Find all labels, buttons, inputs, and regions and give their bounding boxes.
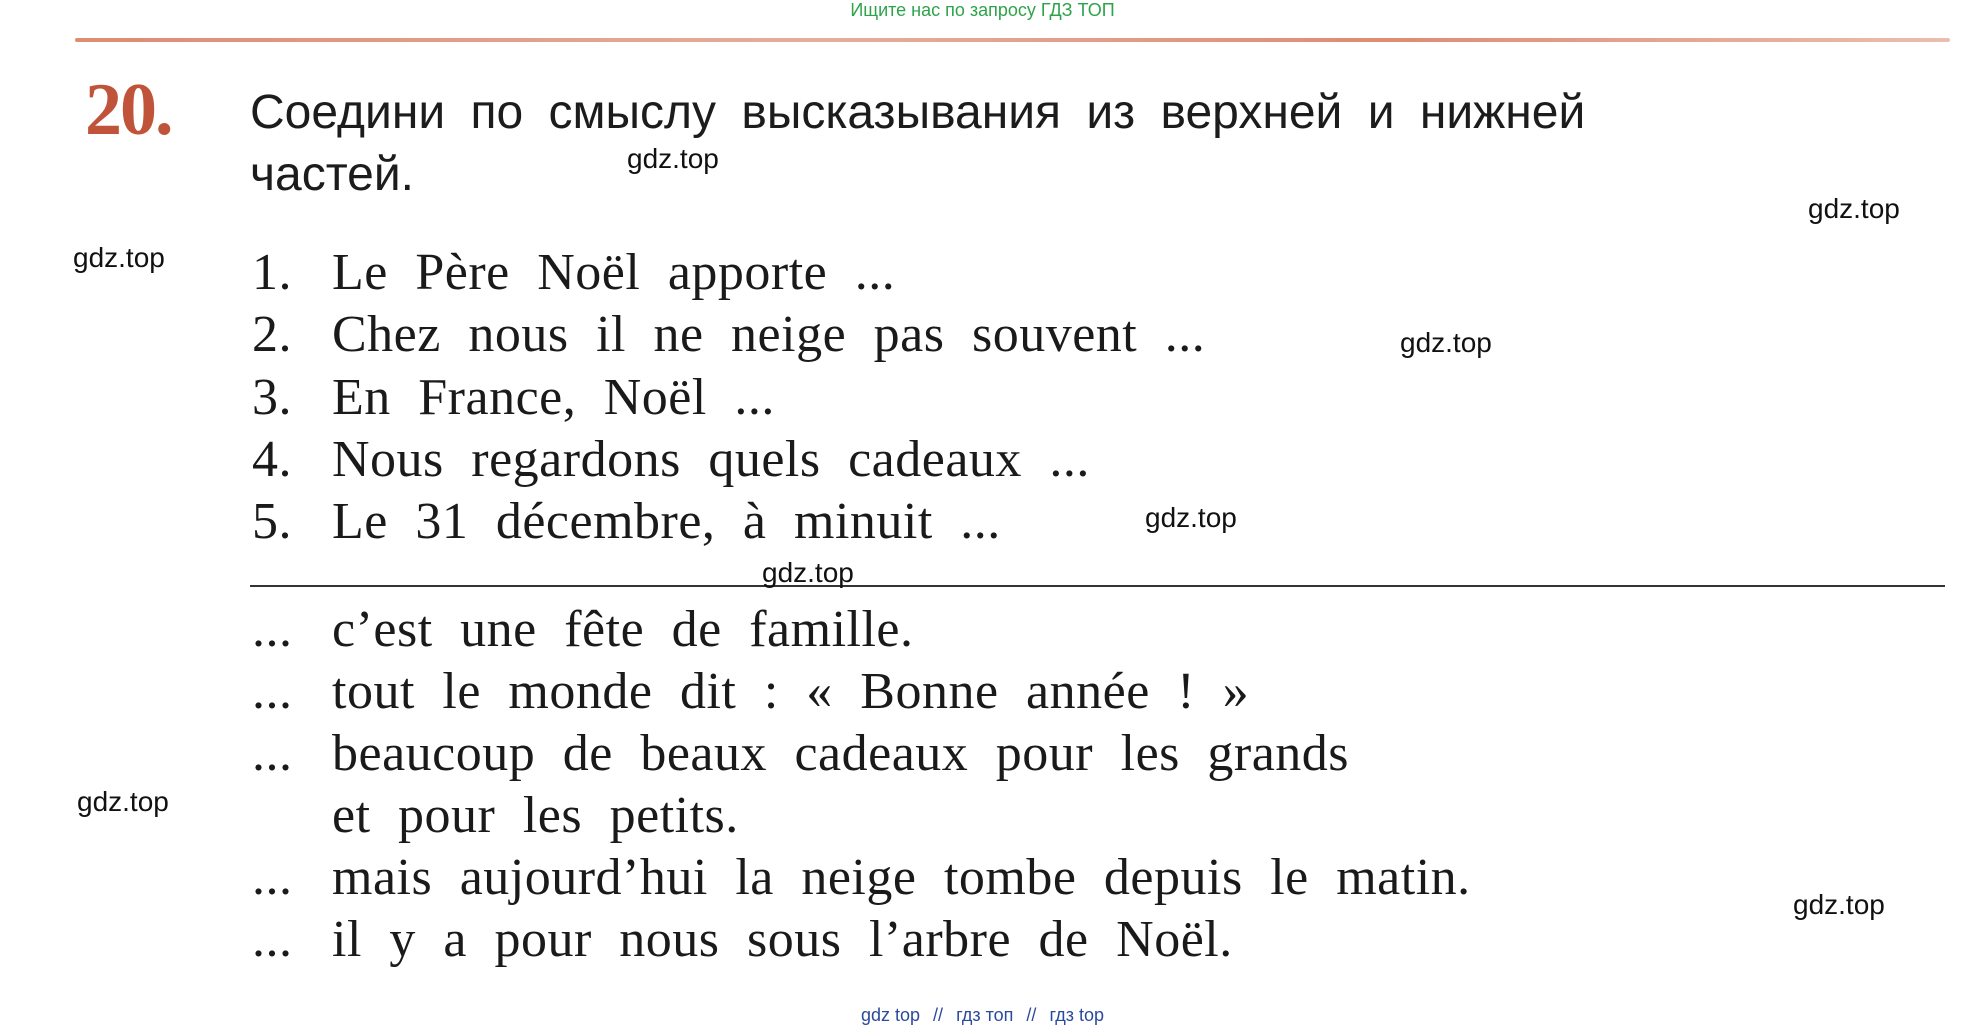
footer-links — [0, 1005, 1965, 1026]
item-dots: ... — [252, 663, 293, 720]
watermark: gdz.top — [1808, 193, 1900, 224]
watermark: gdz.top — [762, 557, 854, 588]
item-text: Nous regardons quels cadeaux ... — [332, 431, 1090, 488]
instruction-line-1: Соедини по смыслу высказывания из верхней и нижней — [250, 86, 1586, 139]
instruction-line-2: частей. — [250, 148, 414, 201]
watermark: gdz.top — [1145, 502, 1237, 533]
watermark: gdz.top — [77, 786, 169, 817]
decorative-rule — [75, 38, 1950, 42]
item-dots: ... — [252, 725, 293, 782]
watermark: gdz.top — [627, 143, 719, 174]
exercise-instruction — [250, 82, 1850, 206]
watermark: gdz.top — [73, 242, 165, 273]
item-dots: ... — [252, 849, 293, 906]
item-text: mais aujourd’hui la neige tombe depuis le matin. — [332, 849, 1471, 906]
item-number: 1. — [252, 244, 292, 301]
item-number: 4. — [252, 431, 292, 488]
exercise-number: 20. — [85, 69, 172, 151]
watermark: gdz.top — [1400, 327, 1492, 358]
item-text: Le 31 décembre, à minuit ... — [332, 493, 1001, 550]
item-text: et pour les petits. — [332, 787, 739, 844]
watermark: gdz.top — [1793, 889, 1885, 920]
item-text: c’est une fête de famille. — [332, 601, 914, 658]
footer-separator: // — [933, 1005, 944, 1025]
item-text: Chez nous il ne neige pas souvent ... — [332, 306, 1206, 363]
item-dots: ... — [252, 601, 293, 658]
item-text: beaucoup de beaux cadeaux pour les grands — [332, 725, 1350, 782]
footer-link-gdz-top-mixed[interactable]: гдз top — [1049, 1005, 1104, 1025]
section-divider — [250, 585, 1945, 587]
footer-separator: // — [1026, 1005, 1037, 1025]
item-number: 3. — [252, 369, 292, 426]
item-text: En France, Noël ... — [332, 369, 775, 426]
item-number: 5. — [252, 493, 292, 550]
item-number: 2. — [252, 306, 292, 363]
footer-link-gdz-top[interactable]: gdz top — [860, 1005, 921, 1025]
footer-link-gdz-top-ru[interactable]: гдз топ — [956, 1005, 1014, 1025]
top-banner[interactable]: Ищите нас по запросу ГДЗ ТОП — [850, 0, 1115, 20]
item-text: tout le monde dit : « Bonne année ! » — [332, 663, 1250, 720]
item-dots: ... — [252, 911, 293, 968]
item-text: Le Père Noël apporte ... — [332, 244, 896, 301]
item-text: il y a pour nous sous l’arbre de Noël. — [332, 911, 1233, 968]
